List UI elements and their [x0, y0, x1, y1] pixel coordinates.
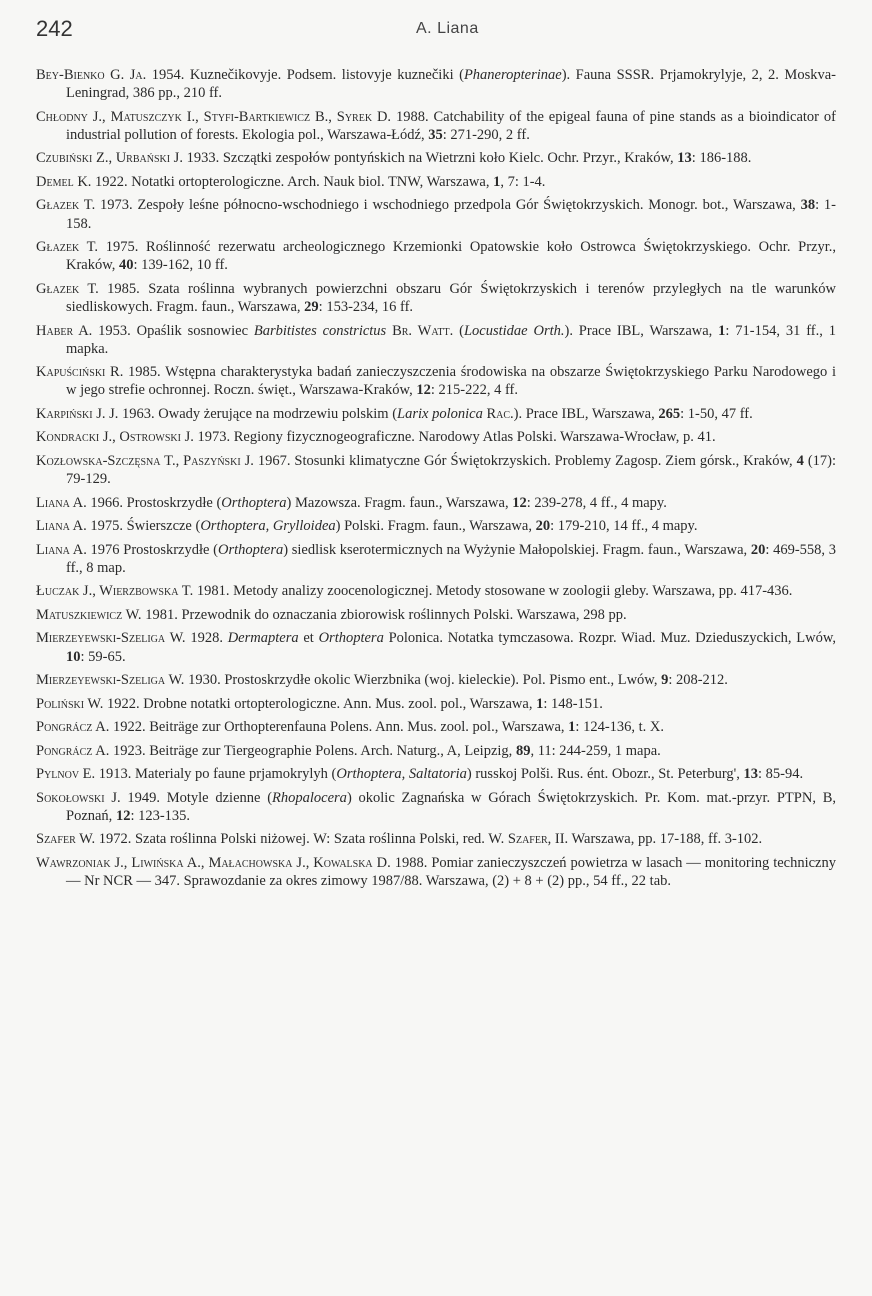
reference-text: ) Polski. Fragm. faun., Warszawa, [335, 518, 536, 535]
reference-entry [36, 742, 836, 760]
reference-entry [36, 789, 836, 825]
reference-authors: Karpiński J. J. [36, 405, 119, 422]
volume-number: 12 [512, 494, 527, 511]
author-name: Br. Watt. [392, 322, 454, 339]
taxon-name: Larix polonica [397, 405, 483, 422]
reference-text: 1933. Szczątki zespołów pontyńskich na Wietrzni koło Kielc. Ochr. Przyr., Kraków, [182, 150, 678, 167]
reference-entry [36, 363, 836, 399]
reference-authors: Demel K. [36, 173, 92, 190]
reference-text: 1922. Beiträge zur Orthopterenfauna Polens. Ann. Mus. zool. pol., Warszawa, [109, 719, 569, 736]
reference-text: , 11: 244-259, 1 mapa. [530, 742, 661, 759]
taxon-name: Orthoptera [318, 630, 384, 647]
volume-number: 13 [743, 766, 759, 783]
reference-entry [36, 854, 836, 890]
reference-entry [36, 582, 836, 600]
reference-entry [36, 494, 836, 512]
reference-text: : 239-278, 4 ff., 4 mapy. [526, 494, 667, 511]
reference-authors: Sokołowski J. [36, 789, 121, 806]
taxon-name: Orthoptera [221, 494, 287, 511]
reference-text: 1988. Catchability of the epigeal fauna of pine stands as a bioindicator of industrial pollution of forests. Ekologia pol., Warszawa-Łódź, [66, 108, 836, 143]
reference-authors: Kondracki J., Ostrowski J. [36, 429, 194, 446]
reference-entry [36, 765, 836, 783]
reference-authors: Głazek T. [36, 197, 96, 214]
volume-number: 10 [66, 648, 81, 665]
reference-text: ) okolic Zagnańska w Górach Świętokrzyskich. Pr. Kom. mat.-przyr. PTPN, B, Poznań, [66, 789, 836, 824]
reference-authors: Chłodny J., Matuszczyk I., Styfi-Bartkiewicz B., Syrek D. [36, 108, 392, 125]
author-name: Rac. [486, 405, 514, 422]
reference-text: : 124-136, t. X. [575, 719, 665, 736]
reference-entry [36, 238, 836, 274]
volume-number: 4 [796, 452, 804, 469]
reference-text: ) siedlisk kserotermicznych na Wyżynie Małopolskiej. Fragm. faun., Warszawa, [283, 541, 751, 558]
reference-text: 1913. Materialy po faune prjamokrylyh ( [95, 766, 337, 783]
reference-text: : 148-151. [543, 695, 603, 712]
reference-text: : 215-222, 4 ff. [430, 382, 518, 399]
reference-text: 1953. Opaślik sosnowiec [92, 322, 254, 339]
volume-number: 265 [658, 405, 681, 422]
reference-entry [36, 322, 836, 358]
reference-text: 1981. Metody analizy zoocenologicznej. Metody stosowane w zoologii gleby. Warszawa, pp. 417-436. [193, 583, 793, 600]
reference-text: 1922. Notatki ortopterologiczne. Arch. Nauk biol. TNW, Warszawa, [91, 173, 494, 190]
reference-text: 1985. Szata roślinna wybranych powierzchni obszaru Gór Świętokrzyskich i terenów przyległych na tle warunków siedliskowych. Fragm. faun., Warszawa, [66, 280, 836, 316]
reference-entry [36, 108, 836, 144]
page-header [36, 10, 836, 44]
reference-text: 1930. Prostoskrzydłe okolic Wierzbnika (woj. kieleckie). Pol. Pismo ent., Lwów, [184, 672, 662, 689]
reference-authors: Szafer W. [36, 831, 96, 848]
reference-text: ) Mazowsza. Fragm. faun., Warszawa, [286, 494, 513, 511]
volume-number: 1 [493, 173, 501, 190]
reference-text: : 271-290, 2 ff. [442, 126, 530, 143]
reference-text: 1923. Beiträge zur Tiergeographie Polens. Arch. Naturg., A, Leipzig, [109, 742, 516, 759]
reference-entry [36, 66, 836, 102]
reference-text: 1975. Roślinność rezerwatu archeologicznego Krzemionki Opatowskie koło Ostrowca Świętokrzyskiego. Ochr. Przyr., Kraków, [66, 239, 836, 274]
reference-text: : 469-558, 3 ff., 8 map. [66, 541, 836, 576]
taxon-name: Orthoptera, Grylloidea [200, 518, 336, 535]
reference-text: Polonica. Notatka tymczasowa. Rozpr. Wiad. Muz. Dzieduszyckich, Lwów, [383, 630, 837, 647]
taxon-name: Orthoptera, Saltatoria [336, 766, 467, 783]
reference-text: : 1-50, 47 ff. [680, 405, 753, 422]
reference-entry [36, 671, 836, 689]
reference-entry [36, 606, 836, 624]
reference-authors: Liana A. [36, 494, 87, 511]
volume-number: 38 [800, 197, 816, 214]
reference-entry [36, 405, 836, 423]
taxon-name: Orthoptera [217, 541, 284, 558]
volume-number: 1 [568, 719, 576, 736]
reference-entry [36, 428, 836, 446]
reference-text: ( [453, 322, 464, 339]
reference-text: , 7: 1-4. [500, 173, 546, 190]
reference-entry [36, 173, 836, 191]
reference-authors: Wawrzoniak J., Liwińska A., Małachowska J., Kowalska D. [36, 854, 391, 871]
reference-authors: Poliński W. [36, 695, 104, 712]
volume-number: 29 [304, 299, 319, 316]
reference-entry [36, 280, 836, 316]
reference-text: : 208-212. [668, 672, 728, 689]
reference-entry [36, 830, 836, 848]
volume-number: 12 [115, 807, 131, 824]
reference-text: ). Prace IBL, Warszawa, [564, 322, 719, 339]
volume-number: 20 [750, 541, 766, 558]
reference-authors: Matuszkiewicz W. [36, 606, 142, 623]
reference-text: 1975. Świerszcze ( [86, 518, 201, 535]
taxon-name: Locustidae Orth. [463, 322, 565, 339]
taxon-name: Dermaptera [227, 630, 299, 647]
reference-authors: Głazek T. [36, 280, 99, 297]
reference-text: 1922. Drobne notatki ortopterologiczne. Ann. Mus. zool. pol., Warszawa, [103, 695, 537, 712]
reference-text: 1973. Regiony fizycznogeograficzne. Narodowy Atlas Polski. Warszawa-Wrocław, p. 41. [193, 429, 716, 446]
reference-entry [36, 452, 836, 488]
volume-number: 20 [535, 518, 551, 535]
reference-text: 1973. Zespoły leśne północno-wschodniego i wschodniego przedpola Gór Świętokrzyskich. Monogr. bot., Warszawa, [95, 197, 801, 214]
reference-text: : 71-154, 31 ff., 1 mapka. [66, 322, 836, 357]
reference-authors: Mierzeyewski-Szeliga W. [36, 630, 186, 647]
reference-authors: Liana A. [36, 541, 87, 558]
taxon-name: Phaneropterinae [463, 67, 562, 83]
reference-text: , II. Warszawa, pp. 17-188, ff. 3-102. [547, 831, 763, 848]
volume-number: 1 [718, 322, 726, 339]
volume-number: 89 [515, 742, 531, 759]
reference-text: : 59-65. [80, 648, 126, 665]
reference-entry [36, 196, 836, 232]
reference-text: : 1-158. [66, 197, 837, 232]
reference-entry [36, 541, 836, 577]
reference-text: 1981. Przewodnik do oznaczania zbiorowisk roślinnych Polski. Warszawa, 298 pp. [141, 606, 627, 623]
volume-number: 12 [416, 382, 431, 399]
reference-authors: Łuczak J., Wierzbowska T. [36, 583, 194, 600]
reference-text: 1949. Motyle dzienne ( [120, 789, 273, 806]
reference-text: 1972. Szata roślinna Polski niżowej. W: Szata roślinna Polski, red. W. [95, 831, 508, 848]
taxon-name: Barbitistes constrictus [253, 322, 387, 339]
reference-list [36, 66, 836, 895]
reference-entry [36, 695, 836, 713]
reference-text: ). Prace IBL, Warszawa, [513, 405, 659, 422]
volume-number: 35 [428, 126, 443, 143]
reference-text: 1976 Prostoskrzydłe ( [86, 541, 218, 558]
reference-text: 1985. Wstępna charakterystyka badań zanieczyszczenia środowiska na obszarze Świętokrzyskiego Parku Narodowego i w jego strefie ochronnej. Roczn. święt., Warszawa-Kraków, [66, 364, 836, 399]
reference-authors: Liana A. [36, 518, 87, 535]
reference-text: : 85-94. [758, 766, 804, 783]
reference-authors: Kozłowska-Szczęsna T., Paszyński J. [36, 452, 254, 469]
reference-text: : 139-162, 10 ff. [133, 257, 228, 274]
reference-authors: Pongrácz A. [36, 742, 110, 759]
reference-entry [36, 149, 836, 167]
reference-authors: Haber A. [36, 322, 93, 339]
reference-text: : 186-188. [691, 150, 752, 167]
reference-text: ). Fauna SSSR. Prjamokrylyje, 2, 2. Moskva-Leningrad, 386 pp., 210 ff. [66, 67, 836, 102]
taxon-name: Rhopalocera [272, 789, 347, 806]
reference-text: 1963. Owady żerujące na modrzewiu polskim ( [118, 405, 398, 422]
reference-text: 1967. Stosunki klimatyczne Gór Świętokrzyskich. Problemy Zagosp. Ziem górsk., Kraków, [253, 452, 797, 469]
reference-authors: Pongrácz A. [36, 719, 110, 736]
reference-authors: Głazek T. [36, 239, 99, 256]
reference-text: 1954. Kuznečikovyje. Podsem. listovyje kuznečiki ( [146, 67, 464, 83]
reference-entry [36, 718, 836, 736]
reference-authors: Bey-Bienko G. Ja. [36, 67, 147, 83]
reference-text: 1966. Prostoskrzydłe ( [86, 494, 222, 511]
volume-number: 1 [536, 695, 544, 712]
reference-entry [36, 629, 836, 665]
reference-text: 1928. [185, 630, 228, 647]
volume-number: 9 [661, 672, 669, 689]
reference-text: ) russkoj Polši. Rus. ént. Obozr., St. Peterburg', [466, 766, 744, 783]
author-name: Szafer [507, 831, 548, 848]
reference-text: 1988. Pomiar zanieczyszczeń powietrza w lasach — monitoring techniczny — Nr NCR — 347. Sprawozdanie za okres zimowy 1987/88. Warszawa, (2) + 8 + (2) pp., 54 ff., 22 tab. [66, 854, 836, 889]
volume-number: 13 [677, 150, 692, 167]
reference-authors: Pylnov E. [36, 766, 96, 783]
reference-authors: Mierzeyewski-Szeliga W. [36, 672, 185, 689]
reference-text: : 153-234, 16 ff. [318, 299, 414, 316]
reference-text: et [298, 630, 319, 647]
page-number: 242 [36, 16, 73, 41]
reference-entry [36, 517, 836, 535]
reference-text: : 123-135. [130, 807, 191, 824]
reference-authors: Czubiński Z., Urbański J. [36, 150, 183, 167]
reference-text: (17): 79-129. [66, 452, 836, 488]
running-head: A. Liana [416, 20, 479, 37]
volume-number: 40 [119, 257, 134, 274]
reference-text: : 179-210, 14 ff., 4 mapy. [550, 518, 698, 535]
reference-authors: Kapuściński R. [36, 364, 124, 381]
